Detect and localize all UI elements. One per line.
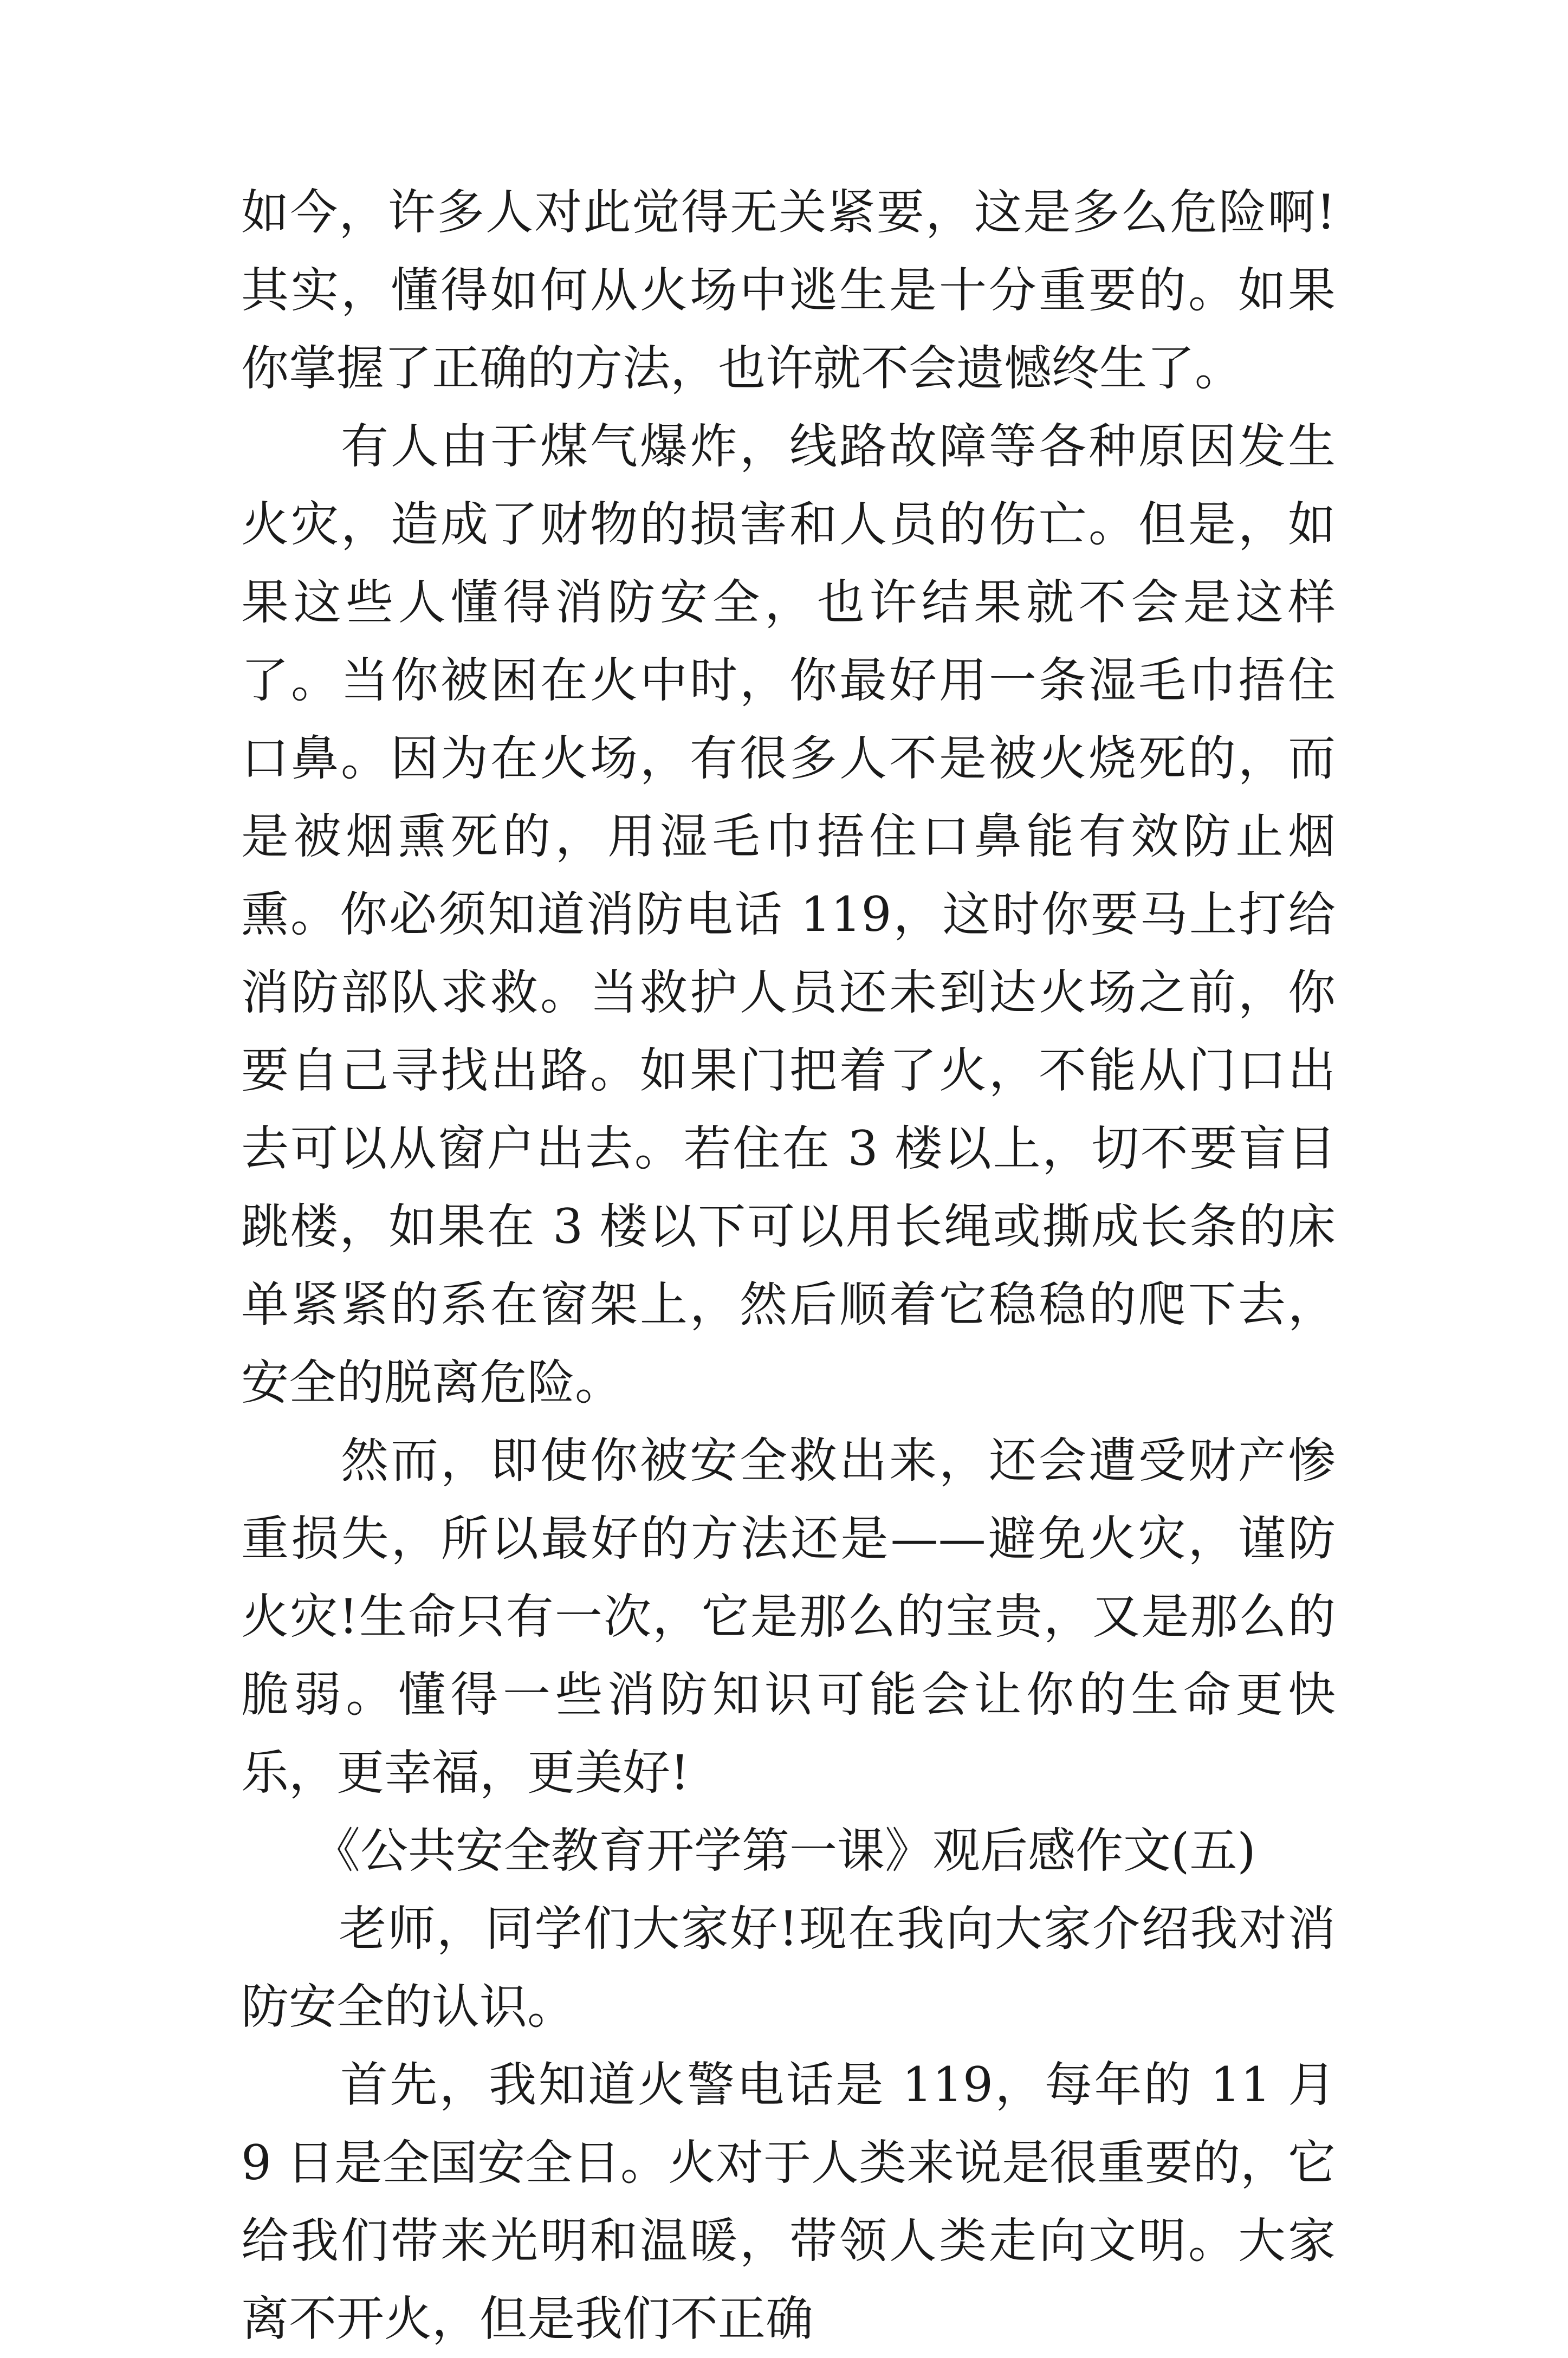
paragraph-escape-methods: 有人由于煤气爆炸，线路故障等各种原因发生火灾，造成了财物的损害和人员的伤亡。但是，如果这些人懂得消防安全，也许结果就不会是这样了。当你被困在火中时，你最好用一条湿毛巾捂住口鼻。因为在火场，有很多人不是被火烧死的，而是被烟熏死的，用湿毛巾捂住口鼻能有效防止烟熏。你必须知道消防电话 119，这时你要马上打给消防部队求救。当救护人员还未到达火场之前，你要自己寻找出路。如果门把着了火，不能从门口出去可以从窗户出去。若住在 3 楼以上，切不要盲目跳楼，如果在 3 楼以下可以用长绳或撕成长条的床单紧紧的系在窗架上，然后顺着它稳稳的爬下去，安全的脱离危险。: [241, 418, 1336, 1410]
paragraph-greeting: 老师，同学们大家好!现在我向大家介绍我对消防安全的认识。: [241, 1901, 1336, 2035]
essay-title: 《公共安全教育开学第一课》观后感作文(五): [241, 1823, 1256, 1878]
paragraph-firstly: 首先，我知道火警电话是 119，每年的 11 月 9 日是全国安全日。火对于人类来说是很重要的，它给我们带来光明和温暖，带领人类走向文明。大家离不开火，但是我们不正确: [241, 2057, 1351, 2347]
paragraph-conclusion: 然而，即使你被安全救出来，还会遭受财产惨重损失，所以最好的方法还是——避免火灾，谨防火灾!生命只有一次，它是那么的宝贵，又是那么的脆弱。懂得一些消防知识可能会让你的生命更快乐，更幸福，更美好!: [241, 1433, 1336, 1800]
paragraph-intro: 如今，许多人对此觉得无关紧要，这是多么危险啊!其实，懂得如何从火场中逃生是十分重要的。如果你掌握了正确的方法，也许就不会遗憾终生了。: [241, 184, 1336, 396]
document-body: [241, 173, 1351, 2358]
